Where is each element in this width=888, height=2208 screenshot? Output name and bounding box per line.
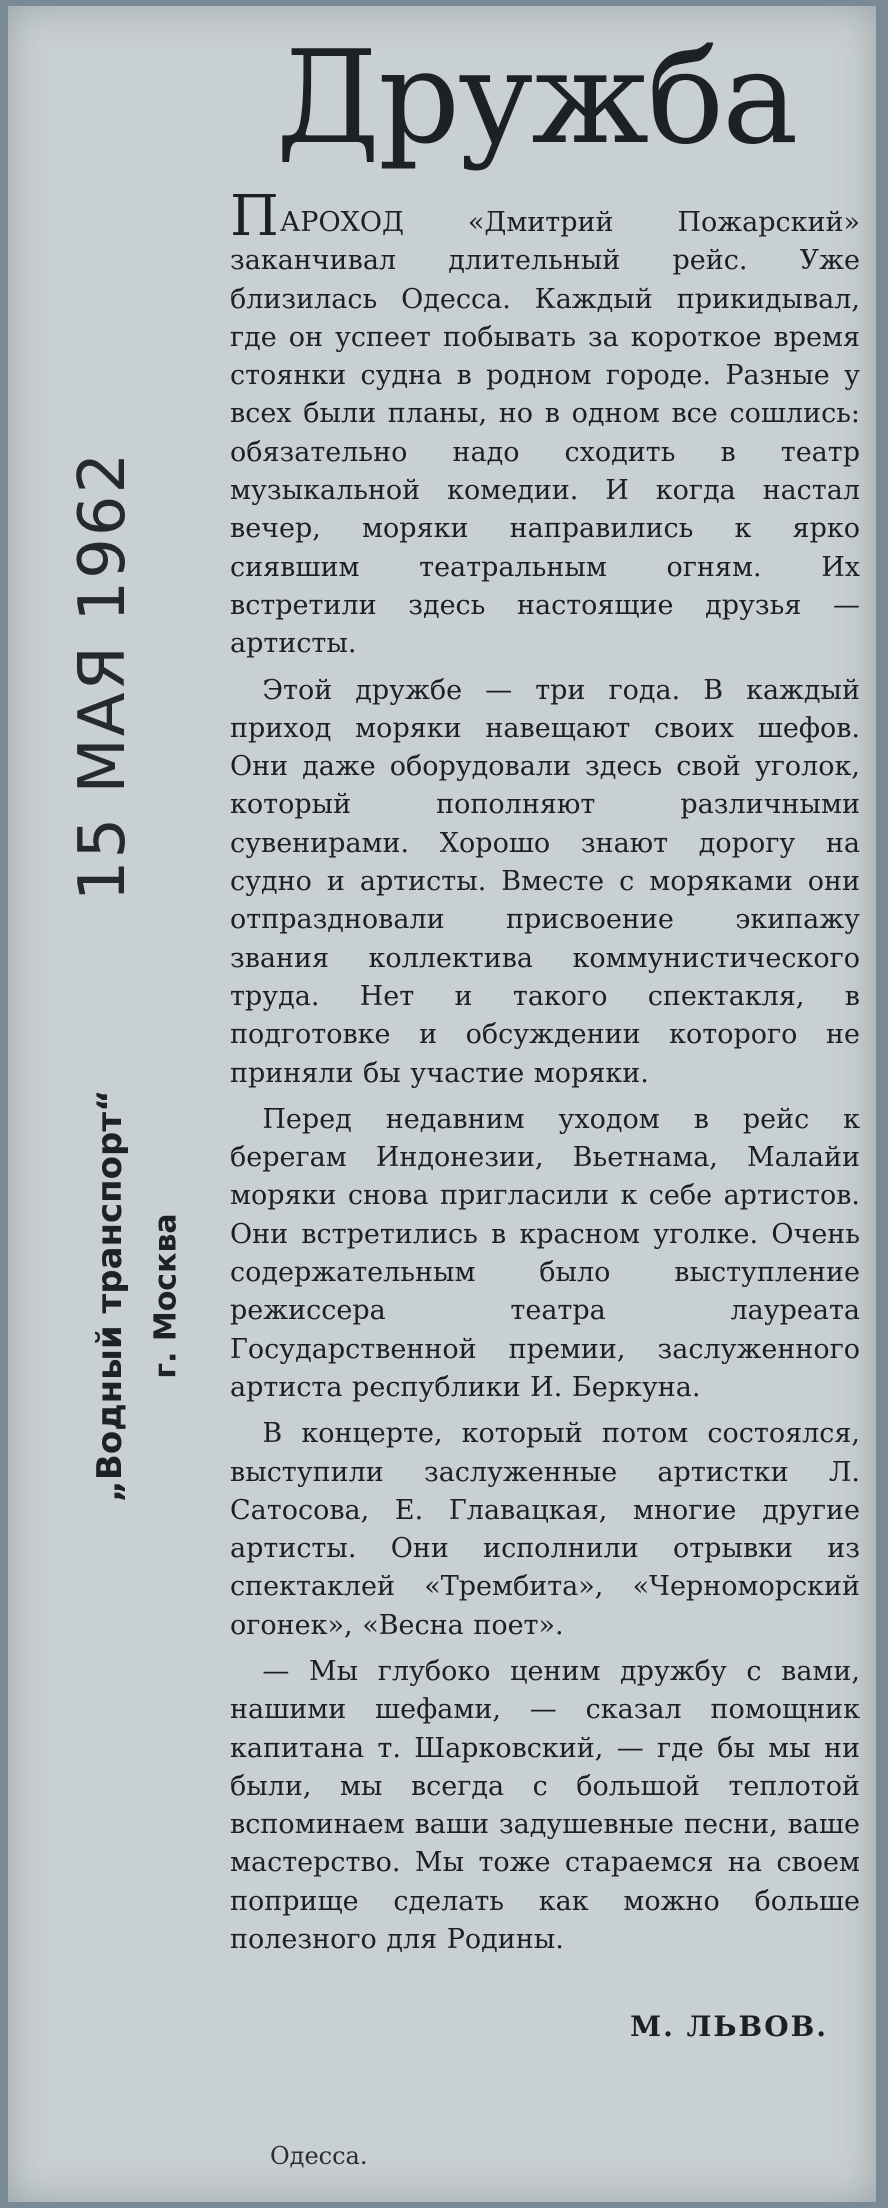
article-paragraph-4: В концерте, который потом состоялся, выступили заслуженные артистки Л. Сатосова, Е. Главацкая, многие другие артисты. Они исполнили отрывки из спектаклей «Трембита», «Черноморский огонек», «Весна поет». (230, 1418, 860, 1641)
source-newspaper: „Водный транспорт“ (90, 1089, 130, 1503)
drop-cap: П (230, 184, 279, 249)
newspaper-clipping (8, 6, 876, 2202)
dateline-city: Одесса. (270, 2142, 368, 2170)
article-body (230, 184, 860, 2032)
article-paragraph-5: — Мы глубоко ценим дружбу с вами, нашими шефами, — сказал помощник капитана т. Шарковский, — где бы мы ни были, мы всегда с большой теплотой вспоминаем ваши задушевные песни, ваше мастерство. Мы тоже стараемся на своем поприще сделать как можно больше полезного для Родины. (230, 1655, 860, 1956)
author-signature: М. ЛЬВОВ. (630, 2010, 828, 2043)
paragraph-text: АРОХОД «Дмитрий Пожарский» заканчивал длительный рейс. Уже близилась Одесса. Каждый прикидывал, где он успеет побывать за короткое время стоянки судна в родном городе. Разные у всех были планы, но в одном все сошлись: обязательно надо сходить в театр музыкальной комедии. И когда настал вечер, моряки направились к ярко сиявшим театральным огням. Их встретили здесь настоящие друзья — артисты. (230, 207, 860, 660)
date-stamp (48, 450, 158, 902)
article-title: Дружба (276, 24, 797, 173)
source-note (88, 1036, 188, 1556)
article-paragraph-2: Этой дружбе — три года. В каждый приход моряки навещают своих шефов. Они даже оборудовали здесь свой уголок, который пополняют различными сувенирами. Хорошо знают дорогу на судно и артисты. Вместе с моряками они отпраздновали присвоение экипажу звания коллектива коммунистического труда. Нет и такого спектакля, в подготовке и обсуждении которого не приняли бы участие моряки. (230, 674, 860, 1089)
article-paragraph-1 (230, 184, 860, 664)
source-city: г. Москва (148, 1213, 184, 1379)
date-stamp-text: 15 МАЯ 1962 (66, 450, 140, 902)
article-paragraph-3: Перед недавним уходом в рейс к берегам Индонезии, Вьетнама, Малайи моряки снова пригласили к себе артистов. Они встретились в красном уголке. Очень содержательным было выступление режиссера театра лауреата Государственной премии, заслуженного артиста республики И. Беркуна. (230, 1103, 860, 1403)
